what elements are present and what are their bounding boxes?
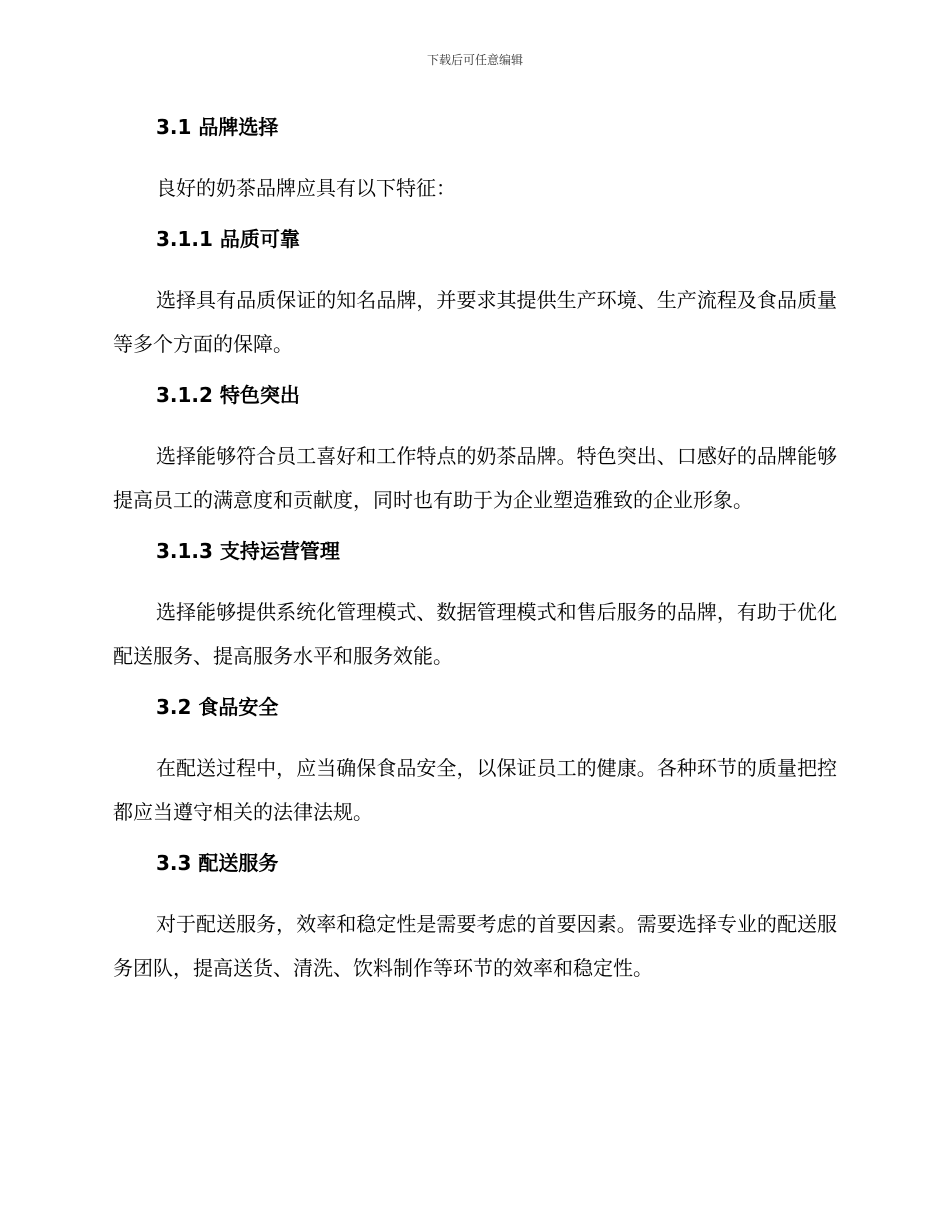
paragraph-features: 选择能够符合员工喜好和工作特点的奶茶品牌。特色突出、口感好的品牌能够提高员工的满意度和贡献度，同时也有助于为企业塑造雅致的企业形象。 [113, 444, 837, 512]
paragraph-delivery: 对于配送服务，效率和稳定性是需要考虑的首要因素。需要选择专业的配送服务团队，提高送货、清洗、饮料制作等环节的效率和稳定性。 [113, 912, 837, 980]
section-heading-3-1-2: 3.1.2 特色突出 [156, 383, 300, 407]
page-header: 下载后可任意编辑 [426, 53, 523, 67]
section-heading-3-1-3: 3.1.3 支持运营管理 [156, 539, 340, 563]
section-heading-3-3: 3.3 配送服务 [156, 851, 279, 875]
section-heading-3-1-1: 3.1.1 品质可靠 [156, 227, 300, 251]
section-heading-3-1: 3.1 品牌选择 [156, 115, 279, 139]
document-body [113, 108, 837, 1000]
paragraph-brand-intro: 良好的奶茶品牌应具有以下特征： [156, 176, 456, 200]
paragraph-operations: 选择能够提供系统化管理模式、数据管理模式和售后服务的品牌，有助于优化配送服务、提高服务水平和服务效能。 [113, 600, 837, 668]
section-heading-3-2: 3.2 食品安全 [156, 695, 279, 719]
paragraph-food-safety: 在配送过程中，应当确保食品安全，以保证员工的健康。各种环节的质量把控都应当遵守相关的法律法规。 [113, 756, 837, 824]
paragraph-quality: 选择具有品质保证的知名品牌，并要求其提供生产环境、生产流程及食品质量等多个方面的保障。 [113, 288, 837, 356]
